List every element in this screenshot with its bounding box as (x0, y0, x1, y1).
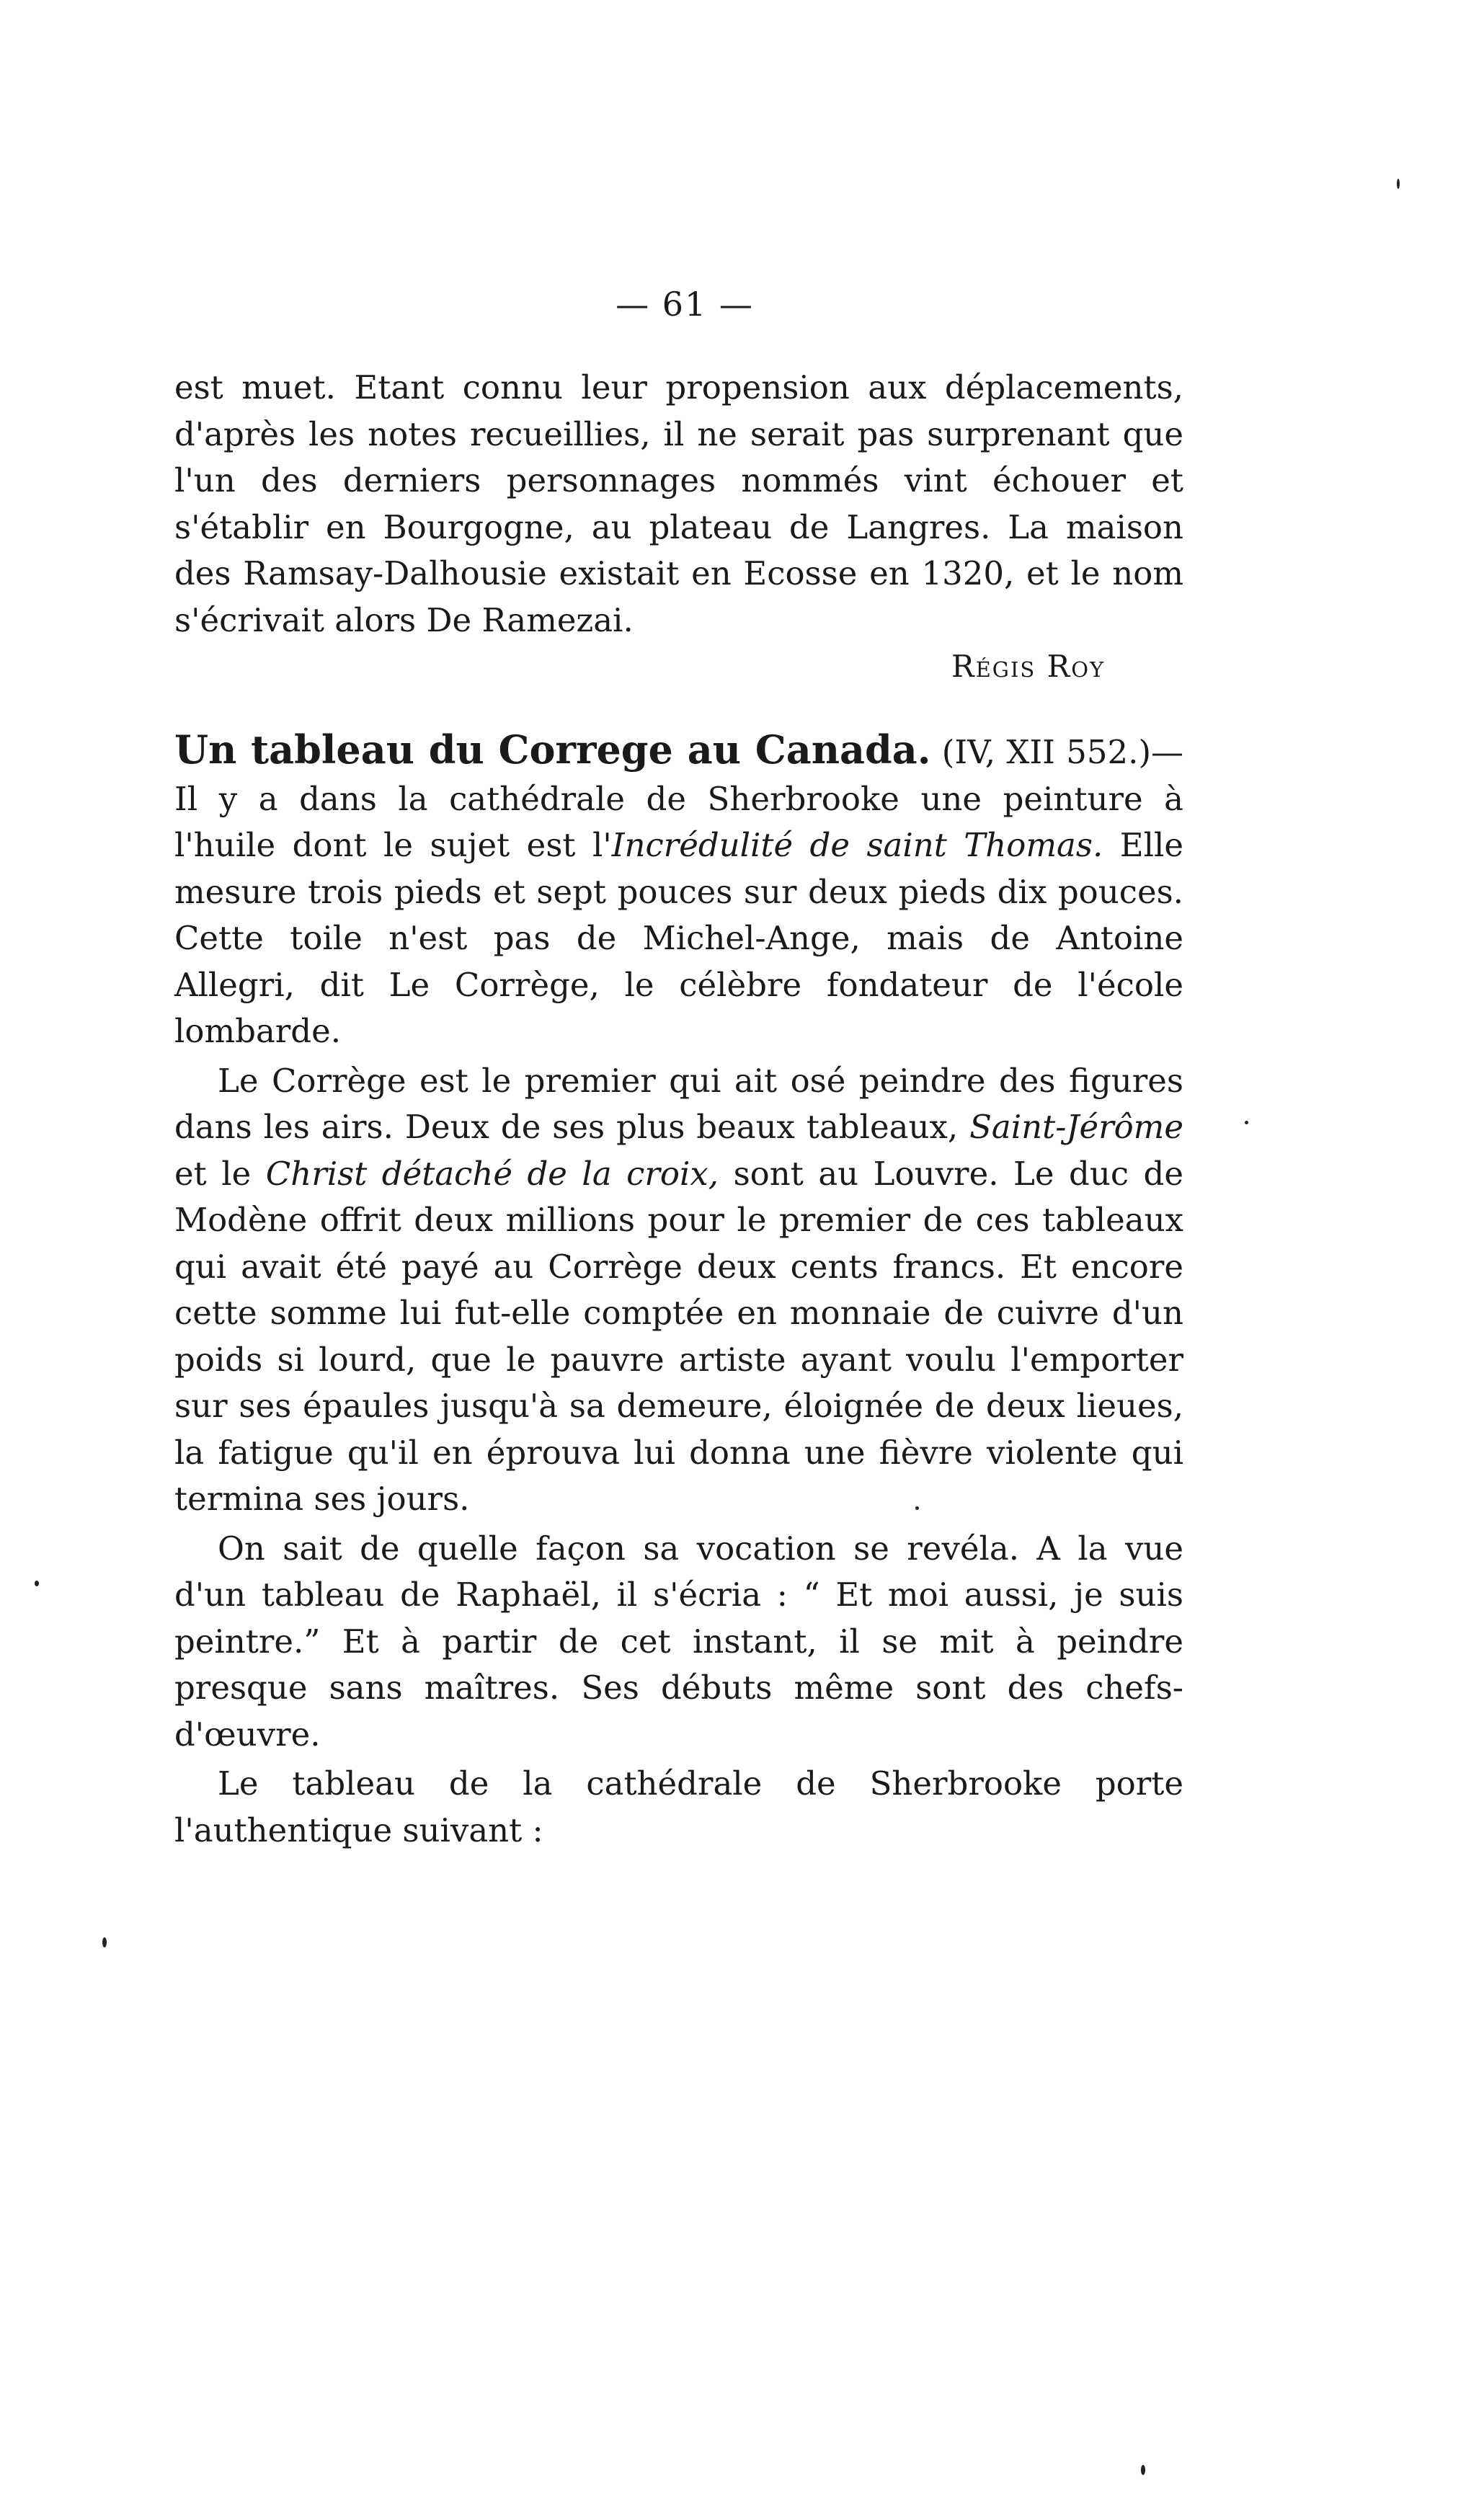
scan-speck (1245, 1121, 1248, 1124)
paragraph-1-rest: Elle mesure trois pieds et sept pouces sur deux pieds dix pouces. Cette toile n'est pas de Michel-Ange, mais de Antoine Allegri, dit Le Corrège, le célèbre fondateur de l'école lombarde. (174, 826, 1183, 1050)
scan-speck (915, 1506, 919, 1510)
article-title: Un tableau du Correge au Canada. (174, 727, 931, 773)
paragraph-correge-4: Le tableau de la cathédrale de Sherbrooke porte l'authentique suivant : (174, 1764, 1183, 1849)
paragraph-2-rest: sont au Louvre. Le duc de Modène offrit deux millions pour le premier de ces tableaux qui avait été payé au Corrège deux cents francs. Et encore cette somme lui fut-elle comptée en monnaie de cuivre d'un poids si lourd, que le pauvre artiste ayant voulu l'emporter sur ses épaules jusqu'à sa demeure, éloignée de deux lieues, la fatigue qu'il en éprouva lui donna une fièvre violente qui termina ses jours. (174, 1154, 1183, 1518)
page-number: — 61 — (616, 285, 754, 324)
section-ramezai (174, 365, 1183, 644)
paragraph-ramezai: est muet. Etant connu leur propension aux déplacements, d'après les notes recueillies, il ne serait pas surprenant que l'un des derniers personnages nommés vint échouer et s'établir en Bourgogne, au plateau de Langres. La maison des Ramsay-Dalhousie existait en Ecosse en 1320, et le nom s'écrivait alors De Ramezai. (174, 368, 1183, 639)
paragraph-correge-1 (174, 727, 1183, 1055)
scan-speck (1397, 179, 1400, 189)
painting-subject: Incrédulité de saint Thomas. (611, 826, 1103, 864)
author-signature: Régis Roy (951, 649, 1106, 684)
reference-and-intro: (IV, XII 552.)—Il y a dans la cathédrale de Sherbrooke une peinture à l'huile dont le sujet est l' (174, 733, 1183, 864)
painting-saint-jerome: Saint-Jérôme (969, 1108, 1183, 1146)
scan-speck (35, 1581, 39, 1586)
paragraph-correge-2 (174, 1058, 1183, 1523)
section-correge (174, 727, 1183, 1854)
scan-speck (1141, 2465, 1145, 2475)
paragraph-2-mid: et le (174, 1154, 266, 1193)
paragraph-2-start: Le Corrège est le premier qui ait osé peindre des figures dans les airs. Deux de ses plus beaux tableaux, (174, 1061, 1183, 1146)
scan-speck (102, 1937, 107, 1947)
paragraph-correge-3: On sait de quelle façon sa vocation se revéla. A la vue d'un tableau de Raphaël, il s'écria : “ Et moi aussi, je suis peintre.” Et à partir de cet instant, il se mit à peindre presque sans maîtres. Ses débuts même sont des chefs-d'œuvre. (174, 1529, 1183, 1754)
painting-christ: Christ détaché de la croix, (265, 1154, 719, 1193)
